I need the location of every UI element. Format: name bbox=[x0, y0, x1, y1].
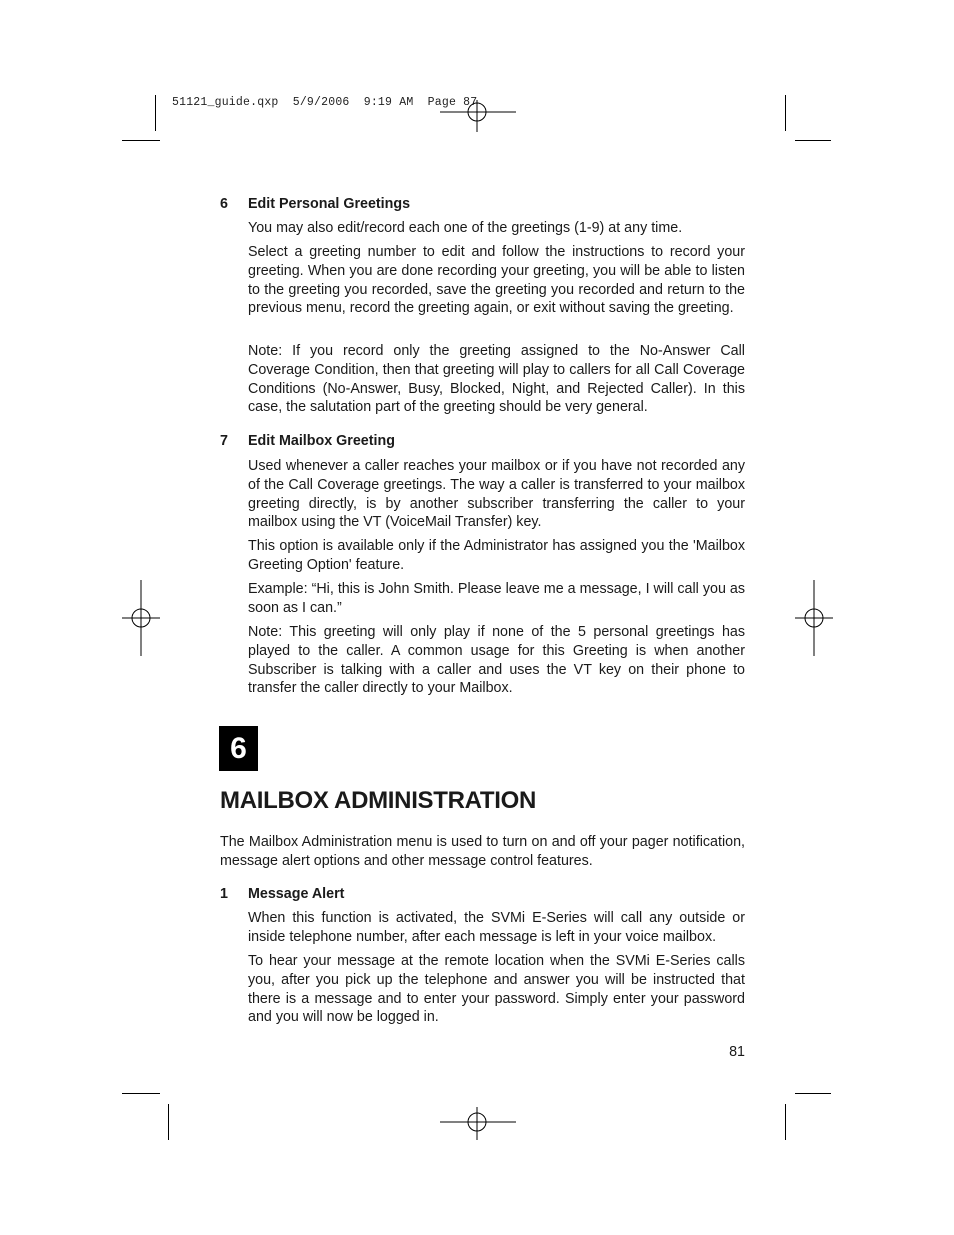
crop-mark bbox=[785, 1104, 786, 1140]
paragraph: This option is available only if the Administrator has assigned you the 'Mailbox Greeting Option' feature. bbox=[248, 538, 745, 573]
registration-mark-icon bbox=[795, 580, 833, 656]
section-number: 7 bbox=[220, 433, 228, 449]
paragraph: Example: “Hi, this is John Smith. Please leave me a message, I will call you as soon as I can.” bbox=[248, 581, 745, 616]
chapter-intro: The Mailbox Administration menu is used to turn on and off your pager notification, message alert options and other message control features. bbox=[220, 834, 745, 869]
section-heading bbox=[220, 195, 410, 214]
section-title: Edit Personal Greetings bbox=[248, 196, 411, 212]
crop-mark bbox=[122, 140, 160, 141]
section-number: 1 bbox=[220, 886, 228, 902]
print-slug: 51121_guide.qxp 5/9/2006 9:19 AM Page 87 bbox=[172, 96, 478, 109]
crop-mark bbox=[795, 140, 831, 141]
section-heading bbox=[220, 432, 395, 451]
paragraph: Used whenever a caller reaches your mailbox or if you have not recorded any of the Call Coverage greetings. The way a caller is transferred to your mailbox greeting directly, is by another subscriber transferring the caller to your mailbox using the VT (VoiceMail Transfer) key. bbox=[248, 458, 745, 531]
section-title: Edit Mailbox Greeting bbox=[248, 433, 395, 449]
crop-mark bbox=[122, 1093, 160, 1094]
crop-mark bbox=[155, 95, 156, 131]
page-number: 81 bbox=[729, 1044, 745, 1060]
paragraph: Select a greeting number to edit and follow the instructions to record your greeting. When you are done recording your greeting, you will be able to listen to the greeting you recorded, save the greeting you recorded and return to the previous menu, record the greeting again, or exit without saving the greeting. bbox=[248, 244, 745, 317]
paragraph: To hear your message at the remote location when the SVMi E-Series calls you, after you pick up the telephone and answer you will be instructed that there is a message and to enter your password. Simply enter your password and you will now be logged in. bbox=[248, 953, 745, 1026]
crop-mark bbox=[795, 1093, 831, 1094]
registration-mark-icon bbox=[122, 580, 160, 656]
chapter-title: MAILBOX ADMINISTRATION bbox=[220, 787, 537, 814]
paragraph: You may also edit/record each one of the greetings (1-9) at any time. bbox=[248, 220, 683, 236]
paragraph: When this function is activated, the SVMi E-Series will call any outside or inside telephone number, after each message is left in your voice mailbox. bbox=[248, 910, 745, 945]
registration-mark-icon bbox=[440, 95, 516, 135]
paragraph: Note: This greeting will only play if none of the 5 personal greetings has played to the caller. A common usage for this Greeting is when another Subscriber is talking with a caller and uses the VT key on their phone to transfer the caller directly to your Mailbox. bbox=[248, 624, 745, 697]
crop-mark bbox=[168, 1104, 169, 1140]
registration-mark-icon bbox=[440, 1104, 516, 1144]
section-title: Message Alert bbox=[248, 886, 345, 902]
crop-mark bbox=[785, 95, 786, 131]
section-number: 6 bbox=[220, 196, 228, 212]
chapter-number-badge: 6 bbox=[219, 726, 258, 771]
section-heading bbox=[220, 885, 344, 904]
paragraph: Note: If you record only the greeting assigned to the No-Answer Call Coverage Condition, then that greeting will play to callers for all Call Coverage Conditions (No-Answer, Busy, Blocked, Night, and Rejected Caller). In this case, the salutation part of the greeting should be very general. bbox=[248, 343, 745, 416]
